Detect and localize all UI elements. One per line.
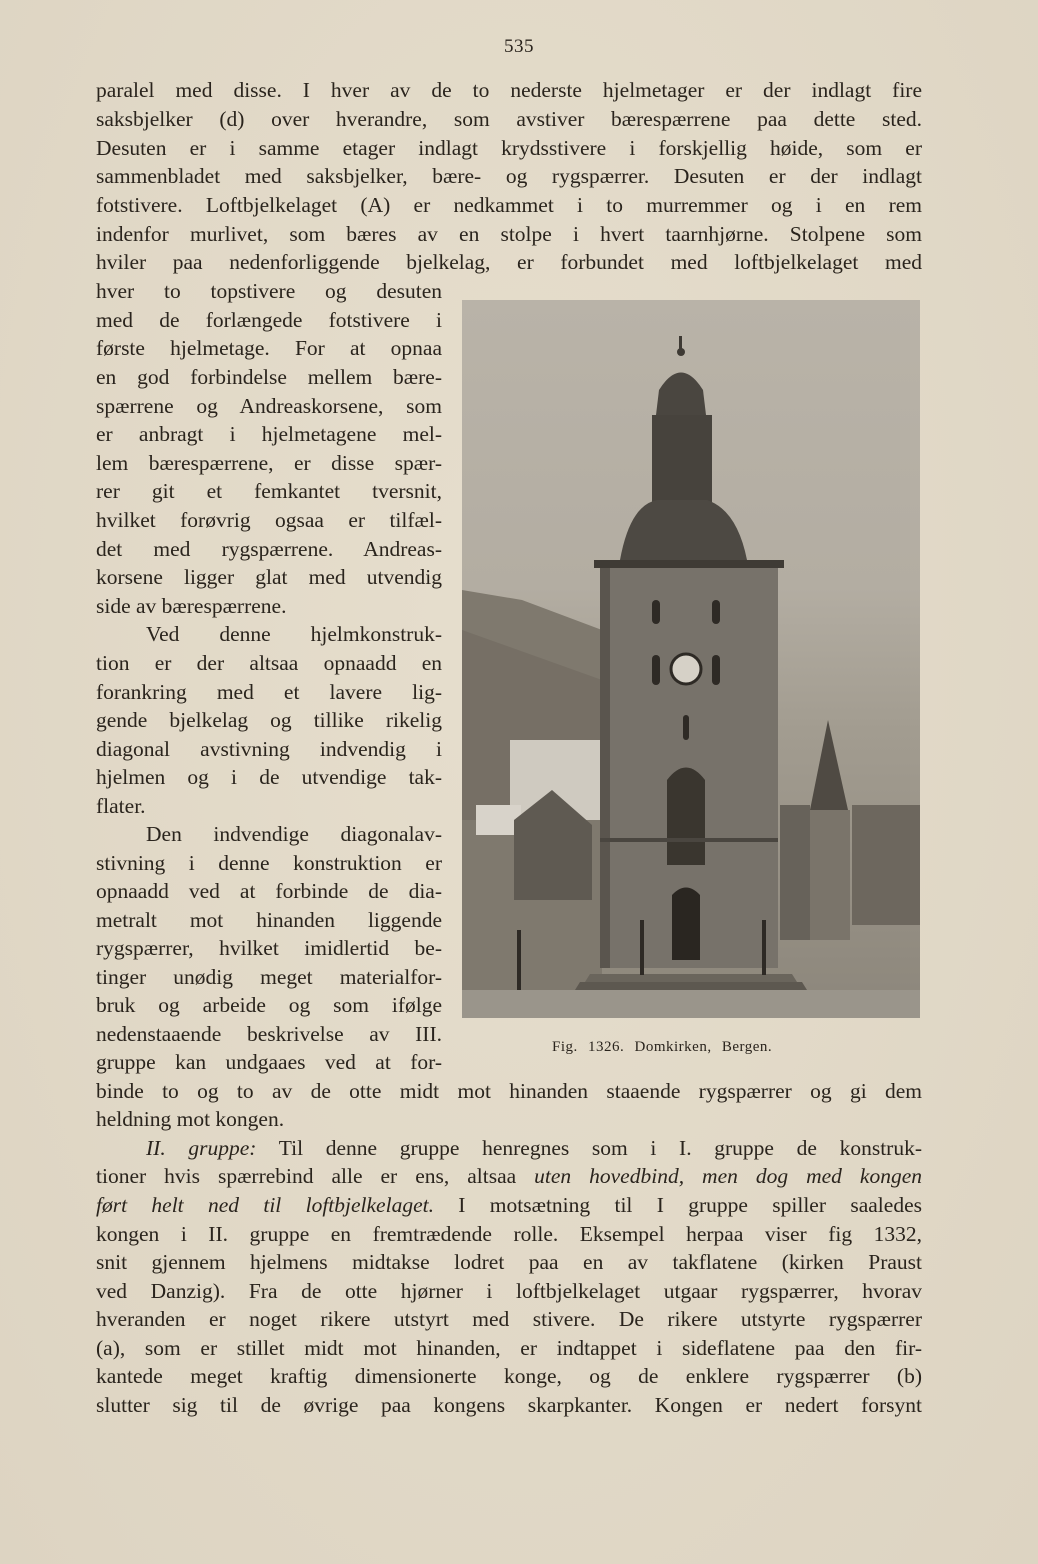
body-line: gruppe kan undgaaes ved at for-	[96, 1050, 442, 1074]
body-line: side av bærespærrene.	[96, 594, 287, 618]
page-number: 535	[504, 36, 534, 57]
body-line: lem bærespærrene, er disse spær-	[96, 451, 442, 475]
body-line: første hjelmetage. For at opnaa	[96, 336, 442, 360]
body-line	[96, 1162, 922, 1190]
body-line: det med rygspærrene. Andreas-	[96, 537, 442, 561]
body-line: tinger unødig meget materialfor-	[96, 965, 442, 989]
body-line: slutter sig til de øvrige paa kongens skarpkanter. Kongen er nedert forsynt	[96, 1393, 922, 1417]
body-line: (a), som er stillet midt mot hinanden, er indtappet i sideflatene paa den fir-	[96, 1336, 922, 1360]
body-line: Desuten er i samme etager indlagt krydsstivere i forskjellig høide, som er	[96, 136, 922, 160]
body-line: stivning i denne konstruktion er	[96, 851, 442, 875]
body-line: heldning mot kongen.	[96, 1107, 285, 1131]
body-line: rygspærrer, hvilket imidlertid be-	[96, 936, 442, 960]
body-line: hveranden er noget rikere utstyrt med stivere. De rikere utstyrte rygspærrer	[96, 1307, 922, 1331]
figure-caption: Fig. 1326. Domkirken, Bergen.	[552, 1039, 773, 1055]
body-line: tion er der altsaa opnaadd en	[96, 651, 442, 675]
body-line: med de forlængede fotstivere i	[96, 308, 442, 332]
line-text: I motsætning til I gruppe spiller saaledes	[433, 1193, 922, 1217]
body-line: hvilket forøvrig ogsaa er tilfæl-	[96, 508, 442, 532]
emphasis-text: uten hovedbind, men dog med kongen	[534, 1164, 922, 1188]
line-text: tioner hvis spærrebind alle er ens, altsaa	[96, 1164, 535, 1188]
body-line: Den indvendige diagonalav-	[146, 822, 442, 846]
body-line: fotstivere. Loftbjelkelaget (A) er nedkammet i to murremmer og i en rem	[96, 193, 922, 217]
section-text: Til denne gruppe henregnes som i I. gruppe de konstruk-	[256, 1136, 922, 1160]
section-heading: II. gruppe:	[146, 1136, 257, 1160]
body-line: opnaadd ved at forbinde de dia-	[96, 879, 442, 903]
body-line: snit gjennem hjelmens midtakse lodret paa en av takflatene (kirken Praust	[96, 1250, 922, 1274]
church-photo	[462, 300, 920, 1018]
body-line: er anbragt i hjelmetagene mel-	[96, 422, 442, 446]
body-line: Ved denne hjelmkonstruk-	[146, 622, 442, 646]
body-line: metralt mot hinanden liggende	[96, 908, 442, 932]
body-line: flater.	[96, 794, 146, 818]
body-line: binde to og to av de otte midt mot hinanden staaende rygspærrer og gi dem	[96, 1079, 922, 1103]
body-line: nedenstaaende beskrivelse av III.	[96, 1022, 442, 1046]
section-line	[146, 1134, 922, 1162]
body-line: hjelmen og i de utvendige tak-	[96, 765, 442, 789]
body-line	[96, 1191, 922, 1219]
body-line: spærrene og Andreaskorsene, som	[96, 394, 442, 418]
body-line: kongen i II. gruppe en fremtrædende rolle. Eksempel herpaa viser fig 1332,	[96, 1222, 922, 1246]
body-line: diagonal avstivning indvendig i	[96, 737, 442, 761]
body-line: saksbjelker (d) over hverandre, som avstiver bærespærrene paa dette sted.	[96, 107, 922, 131]
body-line: hviler paa nedenforliggende bjelkelag, er forbundet med loftbjelkelaget med	[96, 250, 922, 274]
body-line: en god forbindelse mellem bære-	[96, 365, 442, 389]
body-line: forankring med et lavere lig-	[96, 680, 442, 704]
church-tower-illustration	[462, 300, 920, 1018]
body-line: hver to topstivere og desuten	[96, 279, 442, 303]
body-line: gende bjelkelag og tillike rikelig	[96, 708, 442, 732]
body-line: rer git et femkantet tversnit,	[96, 479, 442, 503]
body-line: korsene ligger glat med utvendig	[96, 565, 442, 589]
body-line: indenfor murlivet, som bæres av en stolpe i hvert taarnhjørne. Stolpene som	[96, 222, 922, 246]
body-line: paralel med disse. I hver av de to nederste hjelmetager er der indlagt fire	[96, 78, 922, 102]
body-line: bruk og arbeide og som ifølge	[96, 993, 442, 1017]
body-line: kantede meget kraftig dimensionerte konge, og de enklere rygspærrer (b)	[96, 1364, 922, 1388]
body-line: ved Danzig). Fra de otte hjørner i loftbjelkelaget utgaar rygspærrer, hvorav	[96, 1279, 922, 1303]
emphasis-text: ført helt ned til loftbjelkelaget.	[96, 1193, 434, 1217]
body-line: sammenbladet med saksbjelker, bære- og rygspærrer. Desuten er der indlagt	[96, 164, 922, 188]
